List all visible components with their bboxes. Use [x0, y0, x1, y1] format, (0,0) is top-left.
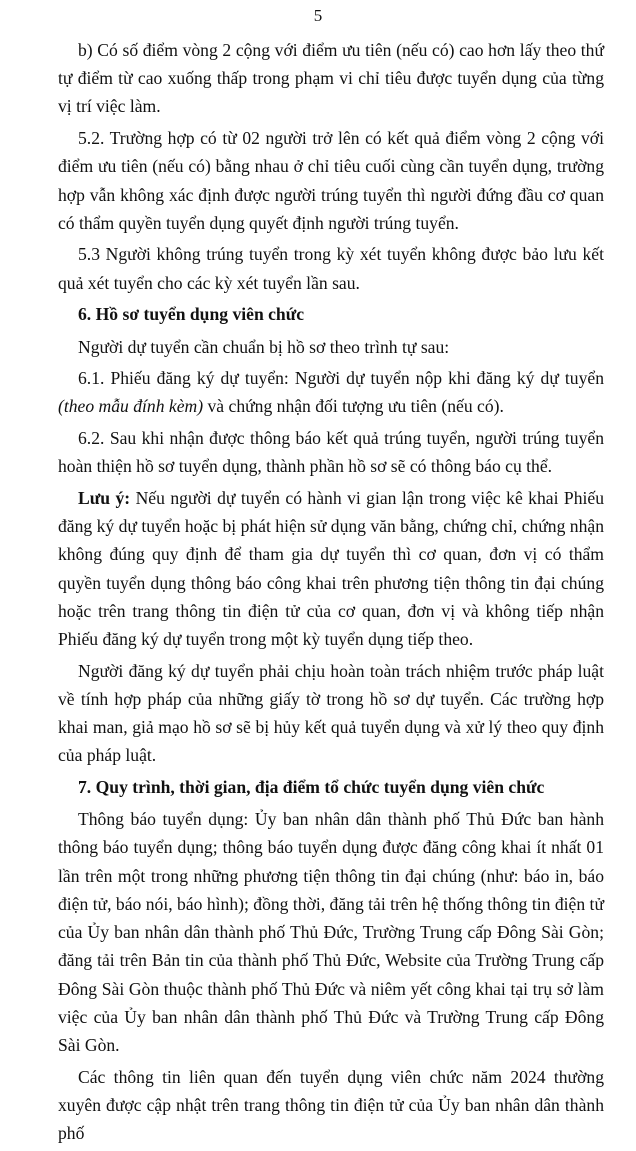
paragraph-6-1	[58, 364, 604, 420]
paragraph-6-1-text-end: và chứng nhận đối tượng ưu tiên (nếu có).	[203, 396, 504, 417]
document-body	[58, 36, 604, 1151]
paragraph-6-1-form-note: (theo mẫu đính kèm)	[58, 396, 204, 417]
section-heading-6: 6. Hồ sơ tuyển dụng viên chức	[78, 304, 305, 325]
note-label: Lưu ý:	[78, 488, 131, 509]
paragraph-7-info: Các thông tin liên quan đến tuyển dụng viên chức năm 2024 thường xuyên được cập nhật trên trang thông tin điện tử của Ủy ban nhân dân thành phố	[58, 1066, 604, 1144]
paragraph-6-intro: Người dự tuyển cần chuẩn bị hồ sơ theo trình tự sau:	[78, 336, 450, 357]
section-heading-7: 7. Quy trình, thời gian, địa điểm tổ chức tuyển dụng viên chức	[78, 777, 545, 798]
paragraph-5-3: 5.3 Người không trúng tuyển trong kỳ xét tuyển không được bảo lưu kết quả xét tuyển cho các kỳ xét tuyển lần sau.	[58, 244, 604, 293]
paragraph-note	[58, 484, 604, 653]
paragraph-6-1-text: 6.1. Phiếu đăng ký dự tuyển: Người dự tuyển nộp khi đăng ký dự tuyển	[78, 368, 604, 389]
note-text: Nếu người dự tuyển có hành vi gian lận trong việc kê khai Phiếu đăng ký dự tuyển hoặc bị phát hiện sử dụng văn bằng, chứng chỉ, chứng nhận không đúng quy định để tham gia dự tuyển thì cơ quan, đơn vị có thẩm quyền tuyển dụng thông báo công khai trên phương tiện thông tin đại chúng hoặc trên trang thông tin điện tử của cơ quan, đơn vị và không tiếp nhận Phiếu đăng ký dự tuyển trong một kỳ tuyển dụng tiếp theo.	[58, 488, 604, 650]
paragraph-responsibility: Người đăng ký dự tuyển phải chịu hoàn toàn trách nhiệm trước pháp luật về tính hợp pháp của những giấy tờ trong hồ sơ dự tuyển. Các trường hợp khai man, giả mạo hồ sơ sẽ bị hủy kết quả tuyển dụng và xử lý theo quy định của pháp luật.	[58, 660, 604, 766]
paragraph-5-2: 5.2. Trường hợp có từ 02 người trở lên có kết quả điểm vòng 2 cộng với điểm ưu tiên (nếu có) bằng nhau ở chỉ tiêu cuối cùng cần tuyển dụng, trường hợp vẫn không xác định được người trúng tuyển thì người đứng đầu cơ quan có thẩm quyền tuyển dụng quyết định người trúng tuyển.	[58, 128, 604, 233]
paragraph-6-2: 6.2. Sau khi nhận được thông báo kết quả trúng tuyển, người trúng tuyển hoàn thiện hồ sơ tuyển dụng, thành phần hồ sơ sẽ có thông báo cụ thể.	[58, 428, 604, 477]
paragraph-7-notice: Thông báo tuyển dụng: Ủy ban nhân dân thành phố Thủ Đức ban hành thông báo tuyển dụng; thông báo tuyển dụng được đăng công khai ít nhất 01 lần trên một trong những phương tiện thông tin đại chúng (như: báo in, báo điện tử, báo nói, báo hình); đồng thời, đăng tải trên hệ thống thông tin điện tử của Ủy ban nhân dân thành phố Thủ Đức, Trường Trung cấp Đông Sài Gòn; đăng tải trên Bản tin của thành phố Thủ Đức, Website của Trường Trung cấp Đông Sài Gòn thuộc thành phố Thủ Đức và niêm yết công khai tại trụ sở làm việc của Ủy ban nhân dân thành phố Thủ Đức và Trường Trung cấp Đông Sài Gòn.	[58, 809, 604, 1055]
paragraph-5-1-b: b) Có số điểm vòng 2 cộng với điểm ưu tiên (nếu có) cao hơn lấy theo thứ tự điểm từ cao xuống thấp trong phạm vi chỉ tiêu được tuyển dụng của từng vị trí việc làm.	[58, 40, 604, 117]
page-number: 5	[313, 6, 323, 25]
